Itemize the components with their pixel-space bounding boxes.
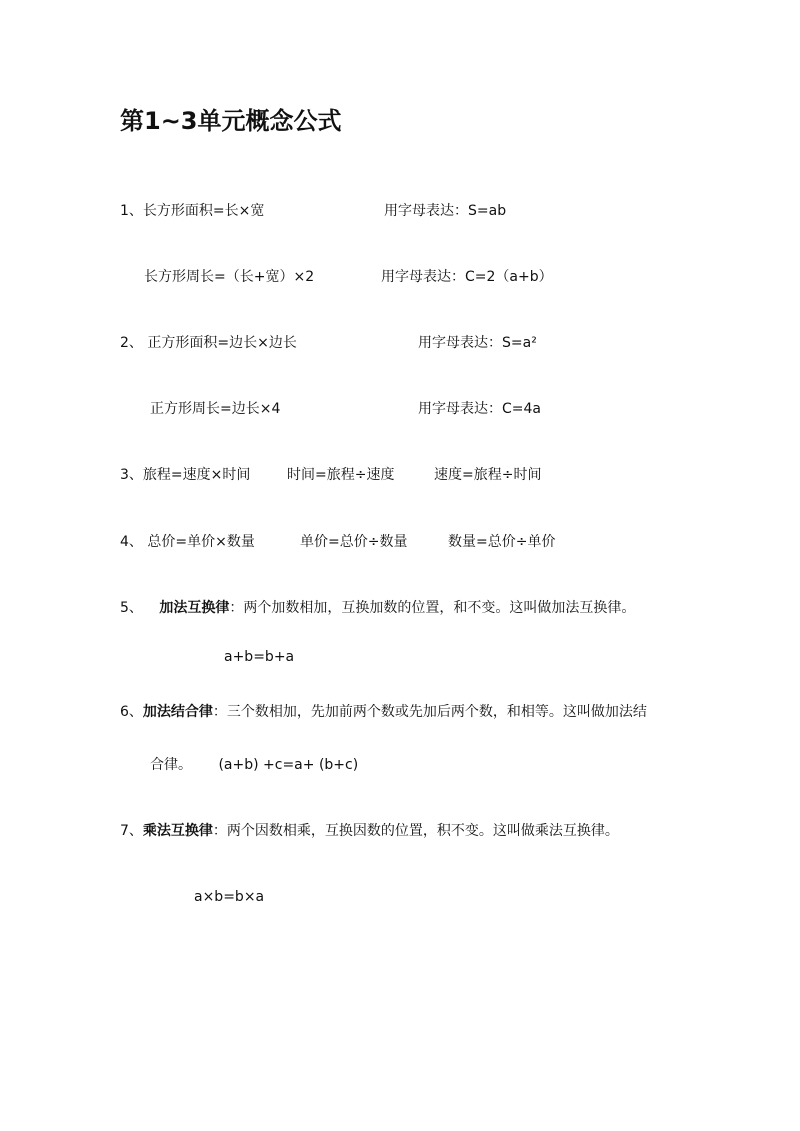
law-description: ：三个数相加，先加前两个数或先加后两个数，和相等。这叫做加法结 xyxy=(212,704,647,720)
formula-rect-perimeter: 长方形周长=（长+宽）×2 xyxy=(144,269,315,285)
law-formula: (a+b) +c=a+ (b+c) xyxy=(218,757,359,773)
formula-rect-perimeter-letters: 用字母表达：C=2（a+b） xyxy=(381,269,553,285)
item-number: 5、 xyxy=(120,600,143,616)
formula-square-perimeter: 正方形周长=边长×4 xyxy=(150,401,281,417)
formula-rect-area-letters: 用字母表达：S=ab xyxy=(384,203,507,219)
formula-quantity: 数量=总价÷单价 xyxy=(448,534,556,550)
formula-total-price: 4、 总价=单价×数量 xyxy=(120,534,255,550)
item-number: 7、 xyxy=(120,823,143,839)
law-description-continued: 合律。 xyxy=(150,757,192,773)
formula-square-perimeter-letters: 用字母表达：C=4a xyxy=(418,401,541,417)
law-term: 加法结合律 xyxy=(142,704,213,720)
formula-rect-area: 1、长方形面积=长×宽 xyxy=(120,203,265,219)
page-title: 第1~3单元概念公式 xyxy=(120,107,342,135)
item-number: 6、 xyxy=(120,704,143,720)
law-description: ：两个加数相加，互换加数的位置，和不变。这叫做加法互换律。 xyxy=(229,600,636,616)
formula-square-area-letters: 用字母表达：S=a² xyxy=(418,335,537,351)
law-multiplication-commutative xyxy=(120,822,619,840)
law-addition-associative xyxy=(120,703,647,721)
law-term: 乘法互换律 xyxy=(142,823,213,839)
formula-unit-price: 单价=总价÷数量 xyxy=(300,534,408,550)
law-formula: a×b=b×a xyxy=(194,889,265,905)
law-description: ：两个因数相乘，互换因数的位置，积不变。这叫做乘法互换律。 xyxy=(212,823,619,839)
formula-time: 时间=旅程÷速度 xyxy=(287,467,395,483)
law-formula: a+b=b+a xyxy=(224,649,295,665)
law-addition-commutative xyxy=(120,599,635,617)
formula-square-area: 2、 正方形面积=边长×边长 xyxy=(120,335,297,351)
formula-distance: 3、旅程=速度×时间 xyxy=(120,467,251,483)
formula-speed: 速度=旅程÷时间 xyxy=(434,467,542,483)
law-term: 加法互换律 xyxy=(159,600,230,616)
law-continuation xyxy=(150,756,358,774)
